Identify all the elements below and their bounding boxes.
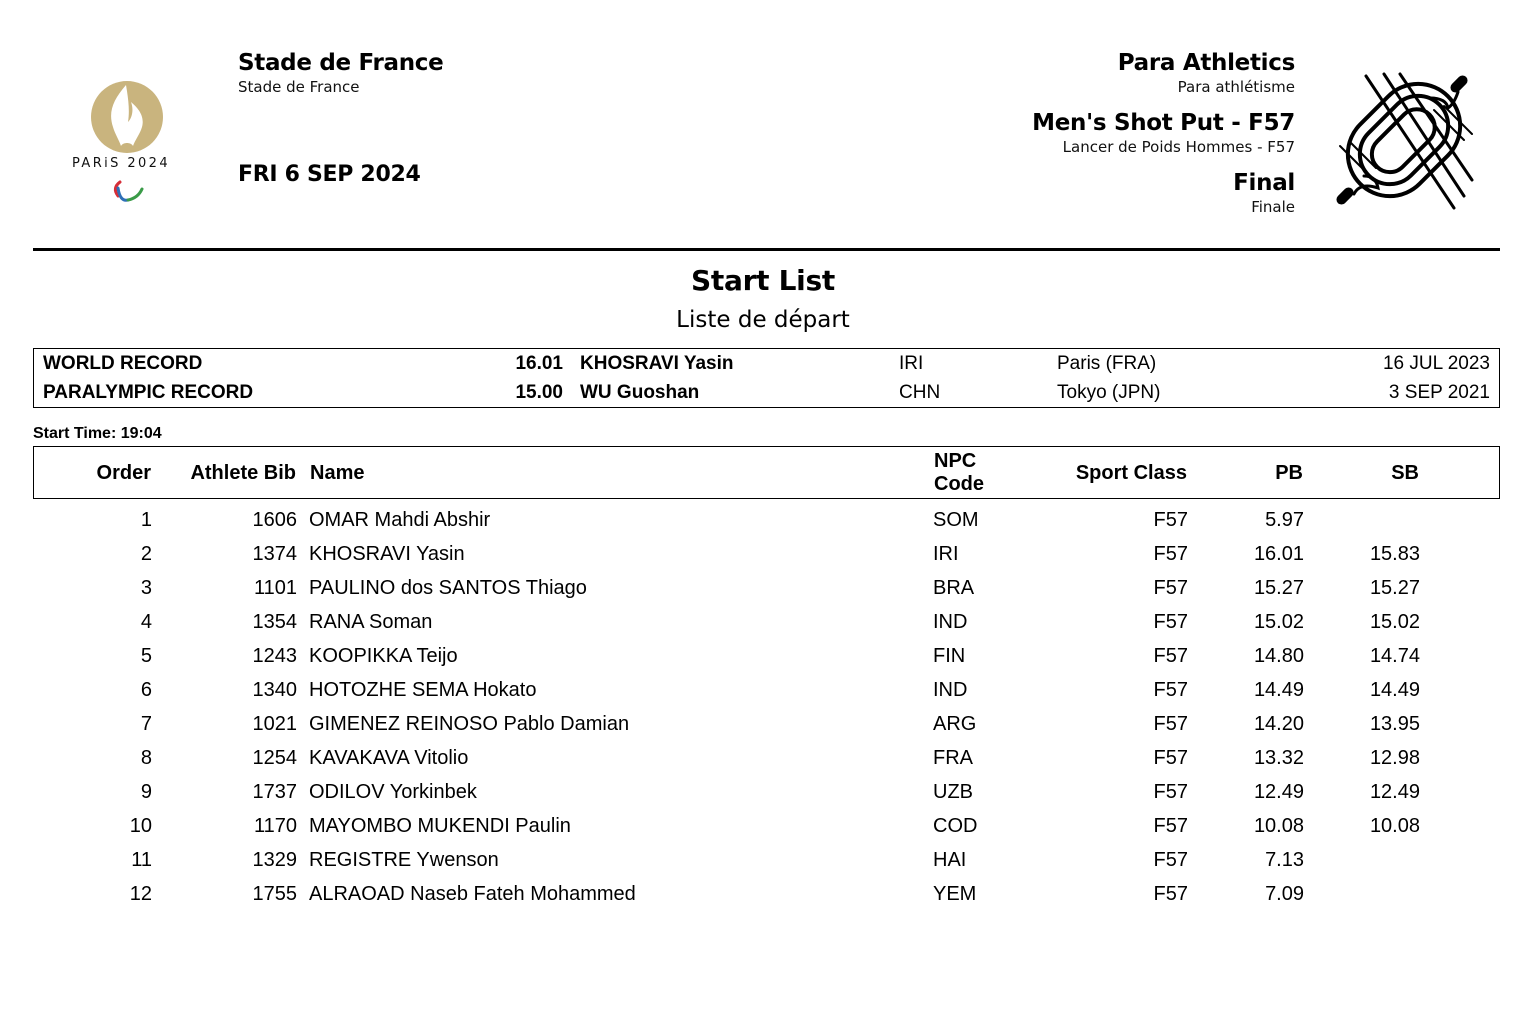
athlete-name: KOOPIKKA Teijo xyxy=(309,645,458,667)
record-row-paralympic xyxy=(34,378,1499,407)
athlete-sport-class: F57 xyxy=(1153,747,1188,769)
para-athletics-pictogram-icon xyxy=(1336,68,1476,213)
event-date: FRI 6 SEP 2024 xyxy=(238,162,421,187)
table-row xyxy=(33,843,1500,877)
table-row xyxy=(33,775,1500,809)
athlete-npc: HAI xyxy=(933,849,967,871)
athlete-sb: 15.02 xyxy=(1369,611,1420,633)
column-header-npc-line2: Code xyxy=(934,473,984,495)
table-row xyxy=(33,571,1500,605)
record-place: Tokyo (JPN) xyxy=(1057,382,1161,403)
athlete-pb: 15.27 xyxy=(1253,577,1304,599)
athlete-order: 9 xyxy=(140,781,152,803)
athlete-sport-class: F57 xyxy=(1153,883,1188,905)
athlete-order: 12 xyxy=(129,883,152,905)
records-box xyxy=(33,348,1500,408)
athlete-npc: YEM xyxy=(933,883,977,905)
table-row xyxy=(33,503,1500,537)
athlete-npc: IRI xyxy=(933,543,959,565)
athlete-npc: FRA xyxy=(933,747,973,769)
athlete-order: 2 xyxy=(140,543,152,565)
athlete-order: 6 xyxy=(140,679,152,701)
athlete-name: RANA Soman xyxy=(309,611,433,633)
event-subtitle: Lancer de Poids Hommes - F57 xyxy=(1062,138,1295,156)
athlete-sb: 10.08 xyxy=(1369,815,1420,837)
athlete-sb: 13.95 xyxy=(1369,713,1420,735)
athlete-pb: 7.13 xyxy=(1265,849,1304,871)
athlete-name: MAYOMBO MUKENDI Paulin xyxy=(309,815,571,837)
athlete-order: 8 xyxy=(140,747,152,769)
phase-title: Final xyxy=(1233,170,1295,196)
column-header-pb: PB xyxy=(1275,462,1303,484)
record-date: 16 JUL 2023 xyxy=(1382,353,1490,374)
table-row xyxy=(33,673,1500,707)
record-mark: 15.00 xyxy=(515,382,563,403)
athlete-name: ODILOV Yorkinbek xyxy=(309,781,477,803)
athlete-order: 11 xyxy=(131,849,152,871)
start-time: Start Time: 19:04 xyxy=(33,425,162,442)
athlete-sport-class: F57 xyxy=(1153,849,1188,871)
table-row xyxy=(33,537,1500,571)
table-row xyxy=(33,639,1500,673)
athlete-name: KAVAKAVA Vitolio xyxy=(309,747,469,769)
athlete-bib: 1101 xyxy=(253,577,297,599)
athlete-name: PAULINO dos SANTOS Thiago xyxy=(309,577,587,599)
logo-wordmark: PARiS 2024 xyxy=(72,156,171,171)
athlete-order: 7 xyxy=(140,713,152,735)
athlete-pb: 14.49 xyxy=(1253,679,1304,701)
athlete-name: OMAR Mahdi Abshir xyxy=(309,509,491,531)
paris-2024-flame-icon xyxy=(68,72,188,212)
sport-title: Para Athletics xyxy=(1117,50,1295,76)
document-title: Start List xyxy=(691,264,835,297)
athlete-bib: 1737 xyxy=(252,781,297,803)
athlete-sport-class: F57 xyxy=(1153,611,1188,633)
athlete-sb: 12.98 xyxy=(1369,747,1420,769)
athlete-pb: 13.32 xyxy=(1253,747,1304,769)
athlete-npc: IND xyxy=(933,679,968,701)
table-row xyxy=(33,809,1500,843)
athlete-bib: 1243 xyxy=(252,645,297,667)
venue-title: Stade de France xyxy=(238,50,444,76)
athlete-bib: 1170 xyxy=(253,815,297,837)
athlete-bib: 1755 xyxy=(252,883,297,905)
venue-block xyxy=(238,48,443,96)
document-subtitle: Liste de départ xyxy=(676,307,850,333)
record-place: Paris (FRA) xyxy=(1057,353,1157,374)
column-header-sb: SB xyxy=(1391,462,1419,484)
athlete-order: 10 xyxy=(129,815,152,837)
athlete-pb: 10.08 xyxy=(1253,815,1304,837)
table-row xyxy=(33,877,1500,911)
record-mark: 16.01 xyxy=(515,353,563,374)
table-row xyxy=(33,605,1500,639)
athlete-sport-class: F57 xyxy=(1153,543,1188,565)
athlete-npc: UZB xyxy=(933,781,973,803)
athlete-name: HOTOZHE SEMA Hokato xyxy=(309,679,537,701)
athlete-sb: 14.74 xyxy=(1369,645,1420,667)
record-npc: CHN xyxy=(899,382,941,403)
athlete-bib: 1354 xyxy=(252,611,297,633)
column-header-sport-class: Sport Class xyxy=(1075,462,1187,484)
athlete-sport-class: F57 xyxy=(1153,645,1188,667)
athlete-bib: 1340 xyxy=(252,679,297,701)
record-label: PARALYMPIC RECORD xyxy=(43,382,254,403)
athlete-pb: 16.01 xyxy=(1253,543,1304,565)
athlete-name: KHOSRAVI Yasin xyxy=(309,543,465,565)
column-header-npc xyxy=(934,450,984,496)
athlete-pb: 12.49 xyxy=(1253,781,1304,803)
column-header-order: Order xyxy=(96,462,151,484)
athlete-npc: BRA xyxy=(933,577,975,599)
athlete-sb: 12.49 xyxy=(1369,781,1420,803)
paris-2024-paralympics-logo xyxy=(68,72,188,212)
athlete-pb: 15.02 xyxy=(1253,611,1304,633)
athlete-sport-class: F57 xyxy=(1153,679,1188,701)
record-holder: KHOSRAVI Yasin xyxy=(580,353,734,374)
athlete-pb: 7.09 xyxy=(1265,883,1304,905)
table-row xyxy=(33,707,1500,741)
header-divider xyxy=(33,248,1500,251)
athlete-bib: 1606 xyxy=(252,509,297,531)
table-row xyxy=(33,741,1500,775)
record-npc: IRI xyxy=(899,353,924,374)
athlete-sport-class: F57 xyxy=(1153,509,1188,531)
athlete-name: GIMENEZ REINOSO Pablo Damian xyxy=(309,713,630,735)
start-list-rows xyxy=(33,503,1500,911)
athlete-order: 5 xyxy=(140,645,152,667)
athlete-order: 4 xyxy=(140,611,152,633)
venue-subtitle: Stade de France xyxy=(238,78,360,96)
athlete-name: REGISTRE Ywenson xyxy=(309,849,499,871)
athlete-sb: 15.83 xyxy=(1369,543,1420,565)
athlete-sb: 14.49 xyxy=(1369,679,1420,701)
athlete-npc: ARG xyxy=(933,713,977,735)
athlete-sport-class: F57 xyxy=(1153,815,1188,837)
athlete-sport-class: F57 xyxy=(1153,577,1188,599)
athlete-npc: IND xyxy=(933,611,968,633)
athlete-npc: SOM xyxy=(933,509,979,531)
athlete-bib: 1021 xyxy=(252,713,297,735)
sport-subtitle: Para athlétisme xyxy=(1177,78,1295,96)
athlete-npc: COD xyxy=(933,815,978,837)
column-header-npc-line1: NPC xyxy=(934,450,977,472)
athlete-sport-class: F57 xyxy=(1153,713,1188,735)
athlete-sb: 15.27 xyxy=(1369,577,1420,599)
athlete-order: 1 xyxy=(140,509,152,531)
event-info-block xyxy=(1032,48,1295,216)
athlete-pb: 5.97 xyxy=(1265,509,1304,531)
record-holder: WU Guoshan xyxy=(580,382,700,403)
record-date: 3 SEP 2021 xyxy=(1388,382,1490,403)
athlete-bib: 1374 xyxy=(252,543,297,565)
column-header-name: Name xyxy=(310,462,365,484)
record-label: WORLD RECORD xyxy=(43,353,203,374)
column-header-bib: Athlete Bib xyxy=(190,462,296,484)
athlete-bib: 1329 xyxy=(252,849,297,871)
record-row-world xyxy=(34,349,1499,378)
athlete-npc: FIN xyxy=(933,645,966,667)
athlete-order: 3 xyxy=(140,577,152,599)
athlete-sport-class: F57 xyxy=(1153,781,1188,803)
event-title: Men's Shot Put - F57 xyxy=(1032,110,1295,136)
athlete-pb: 14.20 xyxy=(1253,713,1304,735)
phase-subtitle: Finale xyxy=(1251,198,1295,216)
athlete-name: ALRAOAD Naseb Fateh Mohammed xyxy=(309,883,636,905)
athlete-pb: 14.80 xyxy=(1253,645,1304,667)
athlete-bib: 1254 xyxy=(252,747,297,769)
start-list-header xyxy=(33,446,1500,499)
